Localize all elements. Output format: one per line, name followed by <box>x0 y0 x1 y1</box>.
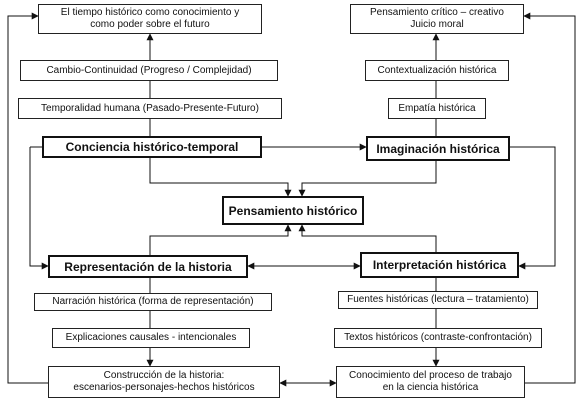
box-construccion-historia: Construcción de la historia: escenarios-personajes-hechos históricos <box>48 366 280 398</box>
box-textos-historicos: Textos históricos (contraste-confrontación) <box>334 328 542 348</box>
box-contextualizacion: Contextualización histórica <box>365 60 509 81</box>
box-cambio-continuidad: Cambio-Continuidad (Progreso / Complejidad) <box>20 60 278 81</box>
box-conciencia-historico-temporal: Conciencia histórico-temporal <box>42 136 262 158</box>
arrow-interpretacion-to-pensamiento <box>302 225 436 252</box>
arrow-conciencia-to-pensamiento <box>150 158 288 196</box>
box-interpretacion-historica: Interpretación histórica <box>360 252 519 278</box>
box-imaginacion-historica: Imaginación histórica <box>366 136 510 161</box>
arrow-representacion-to-pensamiento <box>150 225 288 258</box>
box-conocimiento-proceso: Conocimiento del proceso de trabajo en la ciencia histórica <box>336 366 525 398</box>
box-empatia: Empatía histórica <box>388 98 486 119</box>
box-tiempo-historico: El tiempo histórico como conocimiento y como poder sobre el futuro <box>38 4 262 34</box>
arrow-imaginacion-to-pensamiento <box>302 161 436 196</box>
box-fuentes-historicas: Fuentes históricas (lectura – tratamiento) <box>338 291 538 309</box>
box-explicaciones-causales: Explicaciones causales - intencionales <box>52 328 250 348</box>
box-pensamiento-critico: Pensamiento crítico – creativo Juicio moral <box>350 4 524 34</box>
box-narracion-historica: Narración histórica (forma de representación) <box>34 293 272 311</box>
box-pensamiento-historico: Pensamiento histórico <box>222 196 364 225</box>
box-temporalidad-humana: Temporalidad humana (Pasado-Presente-Futuro) <box>18 98 282 119</box>
arrow-left-to-representacion <box>30 147 48 266</box>
box-representacion-historia: Representación de la historia <box>48 255 248 278</box>
arrow-right-to-interpretacion <box>510 147 555 266</box>
